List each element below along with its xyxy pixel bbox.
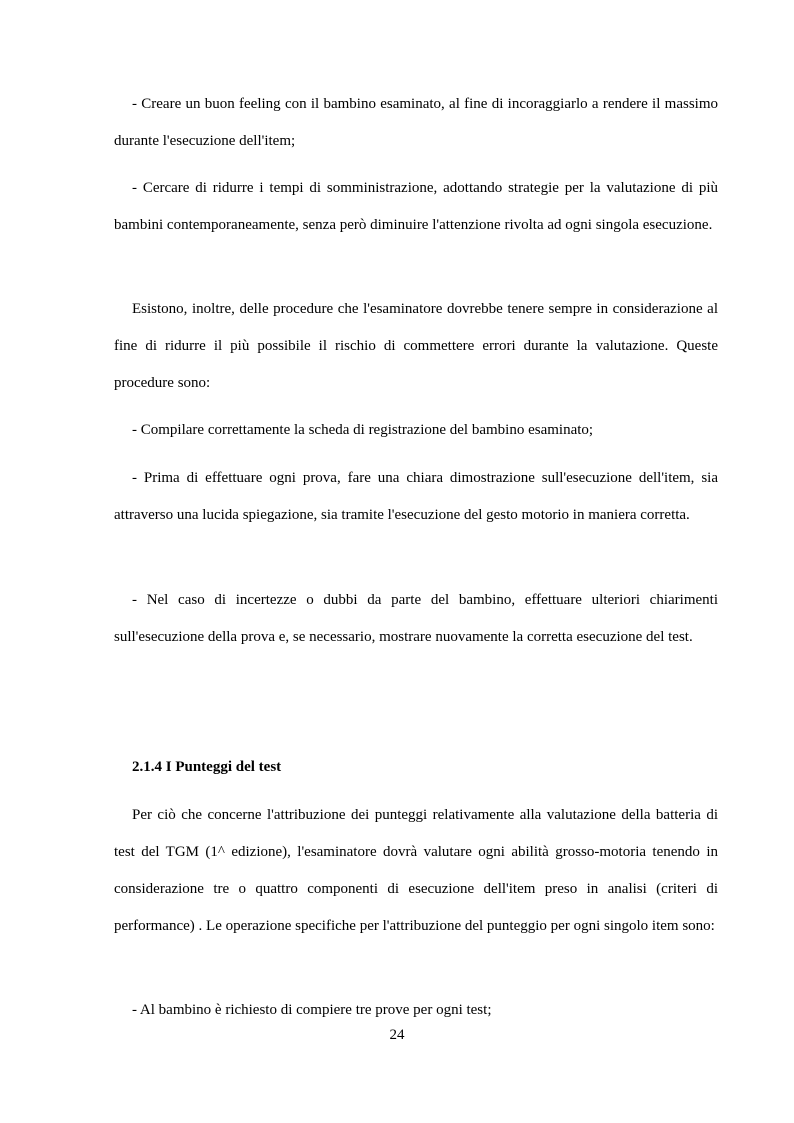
paragraph-reduce-time: - Cercare di ridurre i tempi di somministrazione, adottando strategie per la valutazione di più bambini contemporaneamente, senza però diminuire l'attenzione rivolta ad ogni singola esecuzione. xyxy=(114,180,718,233)
paragraph-three-trials: - Al bambino è richiesto di compiere tre prove per ogni test; xyxy=(132,1002,492,1018)
paragraph-demonstration: - Prima di effettuare ogni prova, fare una chiara dimostrazione sull'esecuzione dell'item, sia attraverso una lucida spiegazione, sia tramite l'esecuzione del gesto motorio in maniera corretta. xyxy=(114,470,718,523)
section-heading: 2.1.4 I Punteggi del test xyxy=(132,759,282,775)
paragraph-good-feeling: - Creare un buon feeling con il bambino esaminato, al fine di incoraggiarlo a rendere il massimo durante l'esecuzione dell'item; xyxy=(114,96,718,149)
paragraph-procedures-intro: Esistono, inoltre, delle procedure che l'esaminatore dovrebbe tenere sempre in considerazione al fine di ridurre il più possibile il rischio di commettere errori durante la valutazione. Queste procedure sono: xyxy=(114,301,718,391)
paragraph-fill-form: - Compilare correttamente la scheda di registrazione del bambino esaminato; xyxy=(132,422,594,438)
page-number: 24 xyxy=(389,1027,405,1043)
paragraph-scoring: Per ciò che concerne l'attribuzione dei punteggi relativamente alla valutazione della batteria di test del TGM (1^ edizione), l'esaminatore dovrà valutare ogni abilità grosso-motoria tenendo in considerazione tre o quattro componenti di esecuzione dell'item preso in analisi (criteri di performance) . Le operazione specifiche per l'attribuzione del punteggio per ogni singolo item sono: xyxy=(114,807,718,934)
paragraph-uncertainty: - Nel caso di incertezze o dubbi da parte del bambino, effettuare ulteriori chiarimenti sull'esecuzione della prova e, se necessario, mostrare nuovamente la corretta esecuzione del test. xyxy=(114,592,718,645)
